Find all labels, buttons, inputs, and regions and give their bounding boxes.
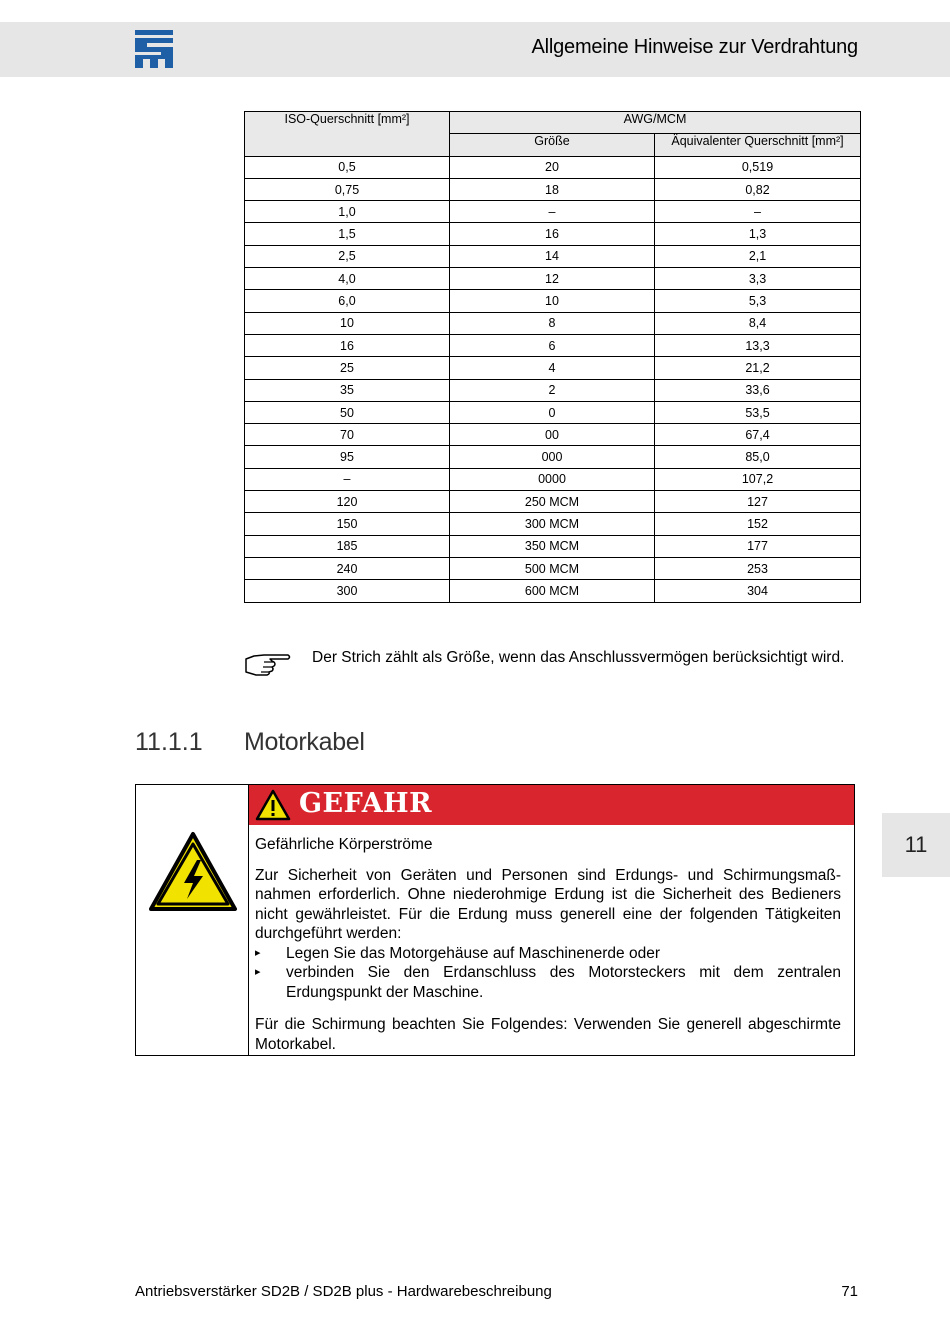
table-row — [245, 334, 861, 356]
cell-equivalent: 2,1 — [655, 245, 861, 267]
cell-iso: 1,5 — [245, 223, 450, 245]
list-item-text: Legen Sie das Motorgehäuse auf Maschinenerde oder — [286, 944, 660, 962]
list-item — [255, 944, 841, 964]
list-item-text: verbinden Sie den Erdanschluss des Motorsteckers mit dem zentralen Erdungspunkt der Maschine. — [286, 964, 841, 1001]
cell-awg-size: 300 MCM — [450, 513, 655, 535]
cell-equivalent: 127 — [655, 491, 861, 513]
cell-awg-size: 20 — [450, 156, 655, 178]
footer-document-title: Antriebsverstärker SD2B / SD2B plus - Hardwarebeschreibung — [135, 1283, 552, 1300]
cell-equivalent: 107,2 — [655, 468, 861, 490]
danger-shielding-paragraph: Für die Schirmung beachten Sie Folgendes: Verwenden Sie generell abgeschirmte Motorkabel. — [255, 1016, 841, 1053]
cell-equivalent: 67,4 — [655, 424, 861, 446]
cell-awg-size: 600 MCM — [450, 580, 655, 602]
table-row — [245, 401, 861, 423]
danger-heading: Gefährliche Körperströme — [255, 836, 433, 853]
table-row — [245, 223, 861, 245]
cell-equivalent: 177 — [655, 535, 861, 557]
header-awg-mcm: AWG/MCM — [450, 112, 861, 134]
cell-awg-size: 6 — [450, 334, 655, 356]
pointing-hand-icon — [244, 650, 292, 676]
cell-awg-size: 14 — [450, 245, 655, 267]
cell-equivalent: 253 — [655, 557, 861, 579]
table-row — [245, 535, 861, 557]
table-row — [245, 178, 861, 200]
cell-equivalent: 1,3 — [655, 223, 861, 245]
cell-iso: 0,75 — [245, 178, 450, 200]
cell-awg-size: 4 — [450, 357, 655, 379]
cell-equivalent: 8,4 — [655, 312, 861, 334]
cell-iso: 120 — [245, 491, 450, 513]
warning-triangle-icon — [255, 789, 291, 821]
cell-equivalent: 0,519 — [655, 156, 861, 178]
cell-awg-size: 500 MCM — [450, 557, 655, 579]
high-voltage-warning-icon — [148, 831, 238, 913]
cell-equivalent: 13,3 — [655, 334, 861, 356]
header-iso-cross-section: ISO-Querschnitt [mm²] — [245, 112, 450, 157]
header-equivalent-cross-section: Äquivalenter Querschnitt [mm²] — [655, 134, 861, 156]
cell-iso: 25 — [245, 357, 450, 379]
cell-equivalent: 0,82 — [655, 178, 861, 200]
danger-banner — [249, 785, 854, 825]
cell-iso: 300 — [245, 580, 450, 602]
cell-iso: 95 — [245, 446, 450, 468]
cell-iso: 185 — [245, 535, 450, 557]
cell-awg-size: 0 — [450, 401, 655, 423]
table-row — [245, 468, 861, 490]
table-row — [245, 312, 861, 334]
cell-iso: 35 — [245, 379, 450, 401]
bullet-icon: ▸ — [255, 946, 261, 959]
danger-bullet-list — [255, 944, 841, 1003]
cell-iso: 16 — [245, 334, 450, 356]
cell-awg-size: 2 — [450, 379, 655, 401]
cell-awg-size: 00 — [450, 424, 655, 446]
cell-iso: 70 — [245, 424, 450, 446]
awg-conversion-table — [244, 111, 861, 603]
table-row — [245, 491, 861, 513]
section-title: Motorkabel — [244, 728, 365, 756]
cell-iso: 50 — [245, 401, 450, 423]
cell-awg-size: 18 — [450, 178, 655, 200]
danger-notice — [135, 784, 855, 1056]
cell-iso: 2,5 — [245, 245, 450, 267]
cell-awg-size: 250 MCM — [450, 491, 655, 513]
footer-page-number: 71 — [841, 1283, 858, 1300]
cell-equivalent: 152 — [655, 513, 861, 535]
section-number: 11.1.1 — [135, 728, 203, 756]
table-row — [245, 245, 861, 267]
bullet-icon: ▸ — [255, 966, 261, 978]
cell-iso: 10 — [245, 312, 450, 334]
header-size: Größe — [450, 134, 655, 156]
table-row — [245, 513, 861, 535]
cell-iso: – — [245, 468, 450, 490]
cell-awg-size: 12 — [450, 268, 655, 290]
list-item — [255, 963, 841, 1002]
cell-iso: 4,0 — [245, 268, 450, 290]
cell-iso: 150 — [245, 513, 450, 535]
cell-iso: 6,0 — [245, 290, 450, 312]
cell-awg-size: 0000 — [450, 468, 655, 490]
cell-equivalent: 5,3 — [655, 290, 861, 312]
table-body — [245, 156, 861, 602]
cell-equivalent: 85,0 — [655, 446, 861, 468]
cell-awg-size: – — [450, 201, 655, 223]
table-row — [245, 379, 861, 401]
cell-equivalent: 304 — [655, 580, 861, 602]
danger-symbol-cell — [136, 785, 249, 1055]
table-row — [245, 357, 861, 379]
danger-paragraph: Zur Sicherheit von Geräten und Personen sind Erdungs- und Schirmungsmaßnahmen erforderlich. Ohne niederohmige Erdung ist die Sicherheit des Bedieners nicht gewährleistet. Für die Erdung muss generell eine der folgenden Tätigkeiten durchgeführt werden: — [255, 866, 841, 942]
cell-equivalent: 33,6 — [655, 379, 861, 401]
note-text: Der Strich zählt als Größe, wenn das Anschlussvermögen berücksichtigt wird. — [312, 649, 845, 666]
stoeber-logo-icon — [135, 30, 173, 68]
chapter-tab: 11 — [882, 813, 950, 877]
cell-equivalent: 21,2 — [655, 357, 861, 379]
cell-equivalent: 53,5 — [655, 401, 861, 423]
table-row — [245, 446, 861, 468]
cell-iso: 240 — [245, 557, 450, 579]
danger-label: GEFAHR — [299, 788, 433, 819]
cell-equivalent: – — [655, 201, 861, 223]
page-header-title: Allgemeine Hinweise zur Verdrahtung — [531, 36, 858, 58]
cell-awg-size: 16 — [450, 223, 655, 245]
cell-awg-size: 8 — [450, 312, 655, 334]
cell-equivalent: 3,3 — [655, 268, 861, 290]
table-row — [245, 201, 861, 223]
table-row — [245, 580, 861, 602]
table-row — [245, 268, 861, 290]
cell-iso: 1,0 — [245, 201, 450, 223]
table-row — [245, 424, 861, 446]
cell-awg-size: 350 MCM — [450, 535, 655, 557]
table-row — [245, 557, 861, 579]
cell-awg-size: 10 — [450, 290, 655, 312]
cell-awg-size: 000 — [450, 446, 655, 468]
danger-content — [255, 835, 841, 1054]
table-row — [245, 156, 861, 178]
table-row — [245, 290, 861, 312]
cell-iso: 0,5 — [245, 156, 450, 178]
